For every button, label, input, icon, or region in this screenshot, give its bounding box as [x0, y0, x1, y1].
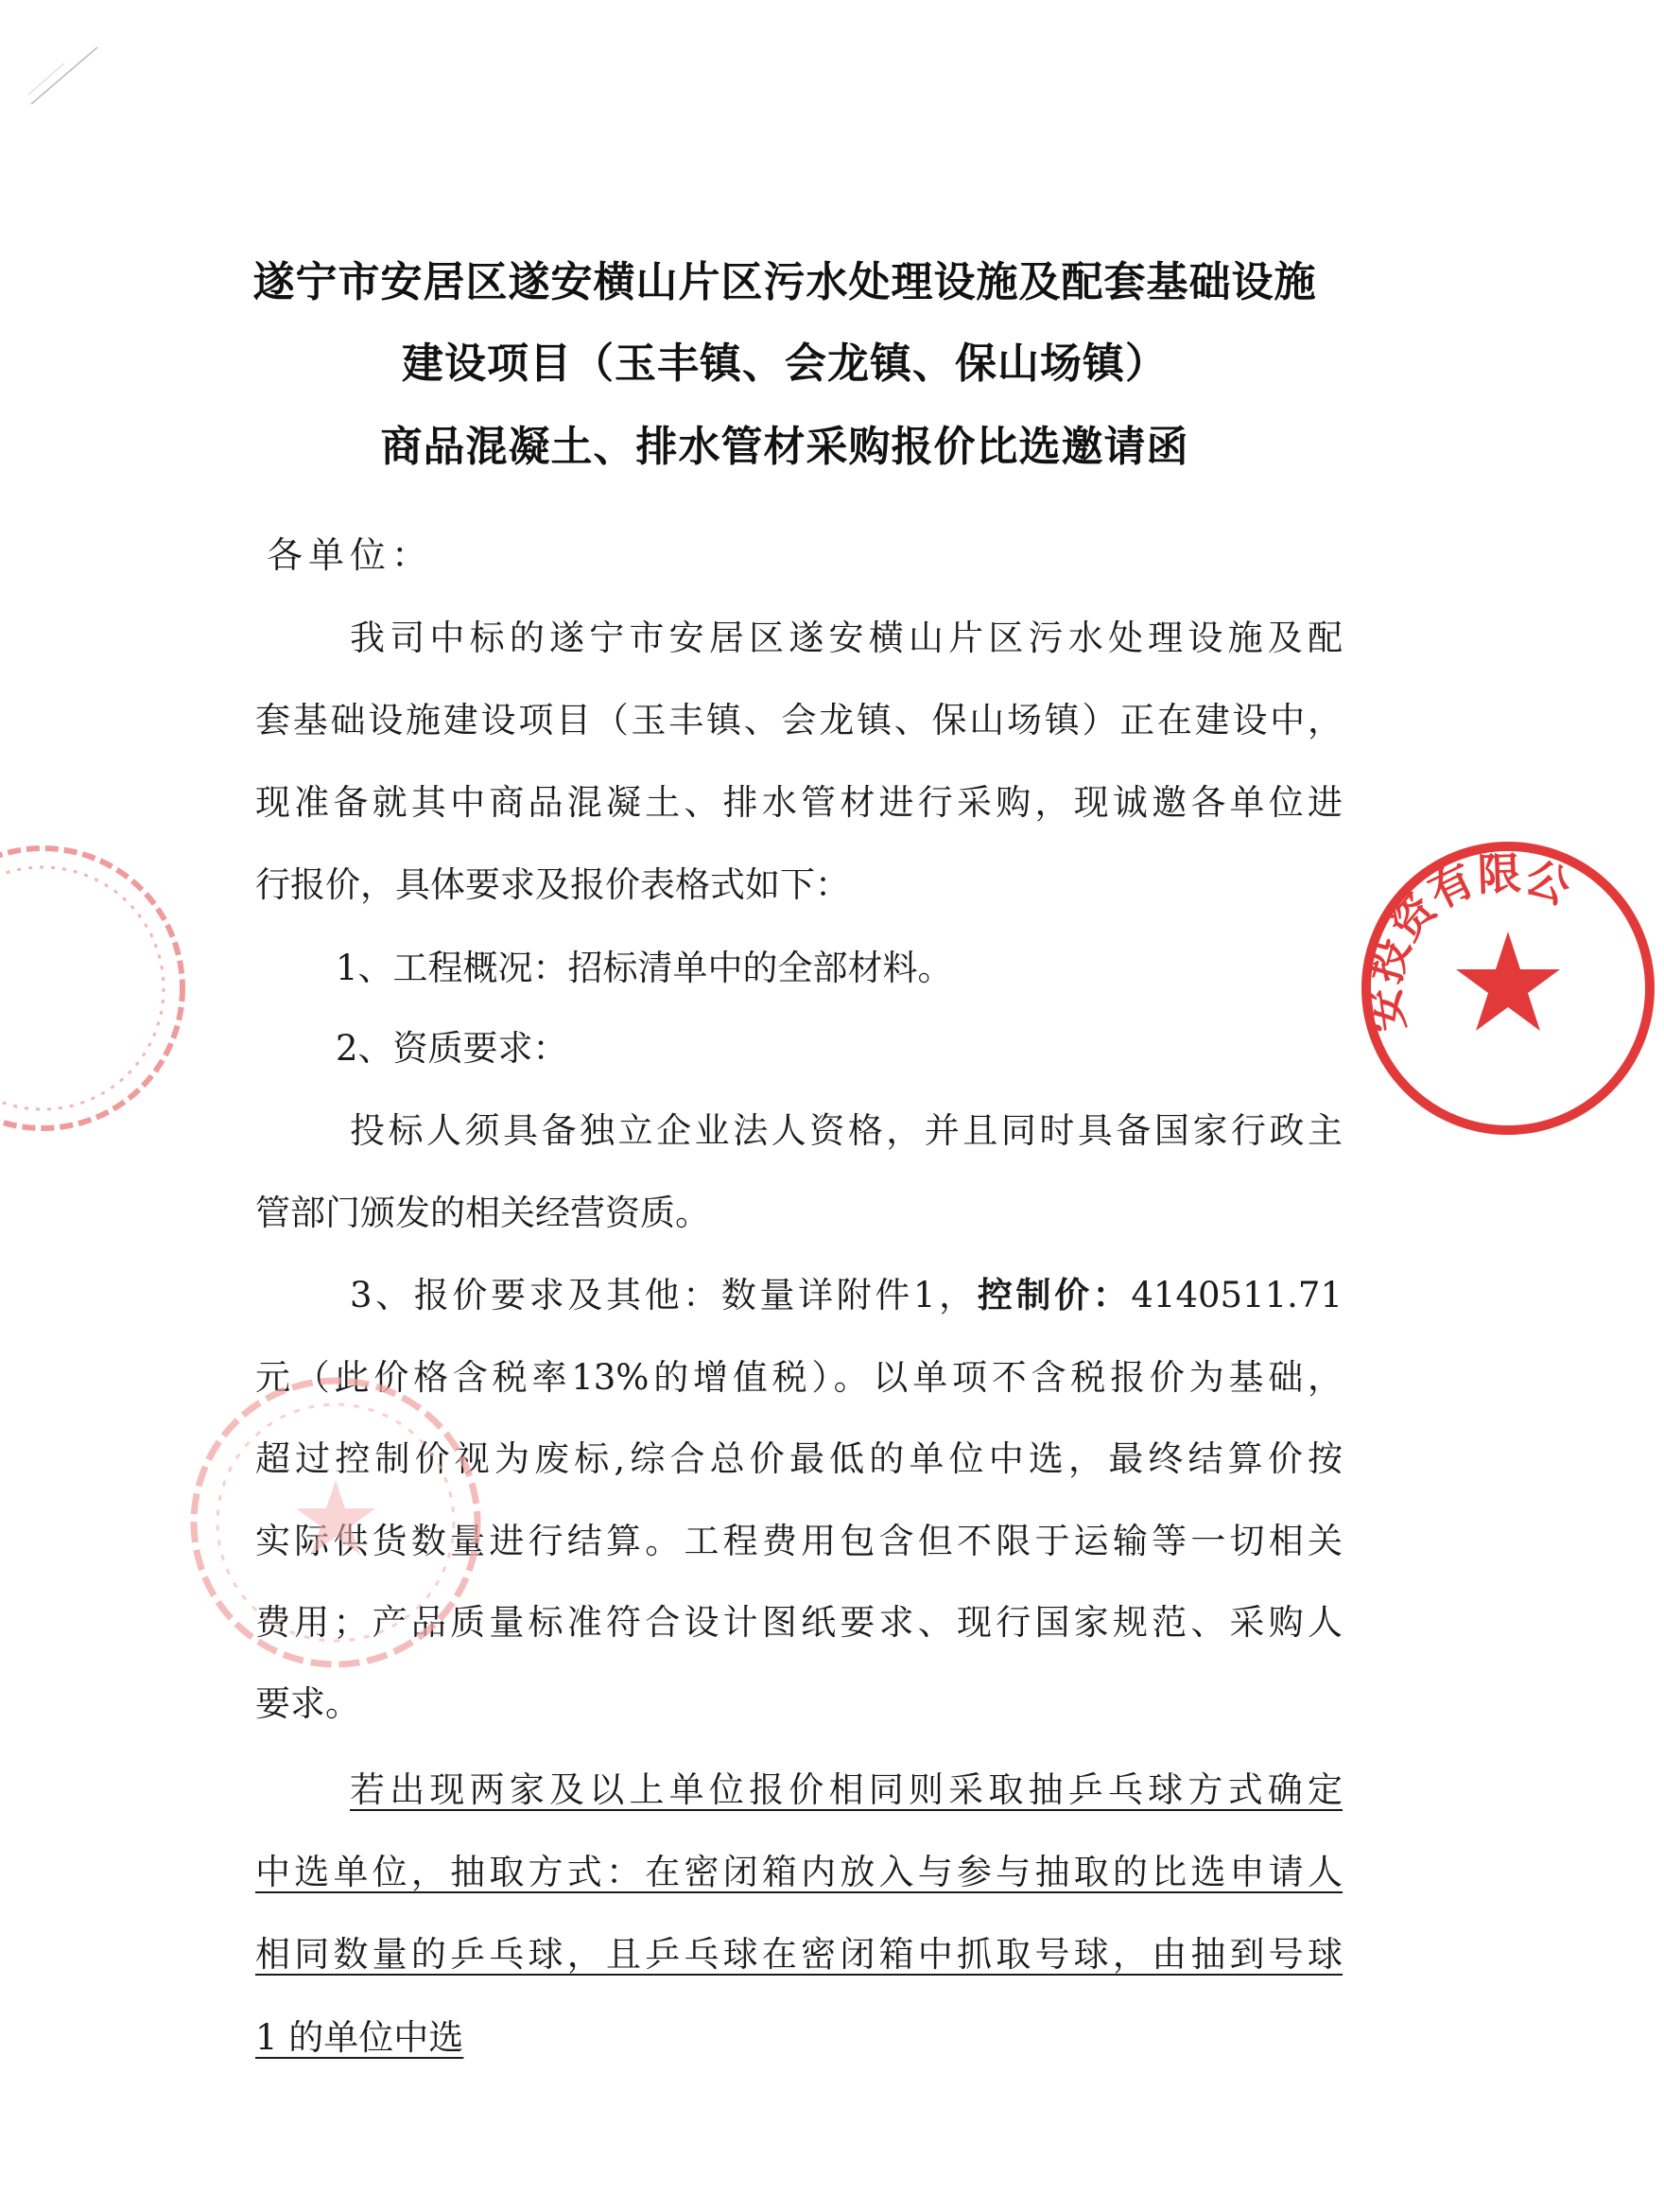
item-3-line-2: 超过控制价视为废标,综合总价最低的单位中选，最终结算价按: [255, 1438, 1343, 1479]
company-seal-right: [1352, 832, 1664, 1144]
seal-star-icon: [1456, 932, 1560, 1031]
lottery-line-4-text: 1 的单位中选: [255, 2017, 464, 2058]
item-1-overview: 1、工程概况：招标清单中的全部材料。: [336, 948, 953, 988]
svg-text:安投资有限公: [1358, 847, 1578, 1035]
lottery-line-2: [255, 1851, 1343, 1894]
faded-seal-star-icon: [296, 1480, 375, 1555]
faded-seal-left: [0, 832, 199, 1144]
item-3-heading: [350, 1273, 1343, 1317]
seal-text: 安投资有限公: [1357, 847, 1578, 1036]
item-3-prefix: 3、报价要求及其他：数量详附件1，: [350, 1275, 978, 1315]
qualification-line-1: 投标人须具备独立企业法人资格，并且同时具备国家行政主: [350, 1110, 1343, 1151]
control-price-value: 4140511.71: [1131, 1275, 1343, 1315]
control-price-label: 控制价：: [977, 1274, 1132, 1315]
intro-line-4: 行报价，具体要求及报价表格式如下：: [255, 864, 850, 905]
intro-line-3: 现准备就其中商品混凝土、排水管材进行采购，现诚邀各单位进: [255, 782, 1343, 823]
item-3-line-4: 费用；产品质量标准符合设计图纸要求、现行国家规范、采购人: [255, 1602, 1343, 1643]
lottery-line-3: [255, 1933, 1343, 1977]
intro-line-2: 套基础设施建设项目（玉丰镇、会龙镇、保山场镇）正在建设中，: [255, 700, 1343, 740]
document-title-line-3: 商品混凝土、排水管材采购报价比选邀请函: [380, 423, 1189, 471]
item-3-line-5: 要求。: [255, 1683, 360, 1724]
qualification-line-2: 管部门颁发的相关经营资质。: [255, 1193, 710, 1233]
item-3-line-3: 实际供货数量进行结算。工程费用包含但不限于运输等一切相关: [255, 1521, 1343, 1561]
faded-seal-middle: [175, 1362, 496, 1683]
item-2-qualification-heading: 2、资质要求：: [336, 1028, 568, 1069]
scan-corner-mark: [26, 43, 102, 109]
lottery-line-3-text: 相同数量的乒乓球，且乒乓球在密闭箱中抓取号球，由抽到号球: [255, 1934, 1343, 1975]
lottery-line-2-text: 中选单位，抽取方式：在密闭箱内放入与参与抽取的比选申请人: [255, 1852, 1343, 1892]
document-title-line-2: 建设项目（玉丰镇、会龙镇、保山场镇）: [402, 340, 1168, 388]
lottery-line-1-text: 若出现两家及以上单位报价相同则采取抽乒乓球方式确定: [350, 1769, 1343, 1810]
lottery-line-1: [350, 1768, 1343, 1812]
lottery-line-4: [255, 2016, 1343, 2060]
document-title-line-1: 遂宁市安居区遂安横山片区污水处理设施及配套基础设施: [252, 258, 1317, 306]
intro-line-1: 我司中标的遂宁市安居区遂安横山片区污水处理设施及配: [350, 618, 1343, 658]
item-3-line-1: 元（此价格含税率13%的增值税）。以单项不含税报价为基础，: [255, 1357, 1343, 1398]
salutation: 各单位：: [267, 534, 434, 576]
